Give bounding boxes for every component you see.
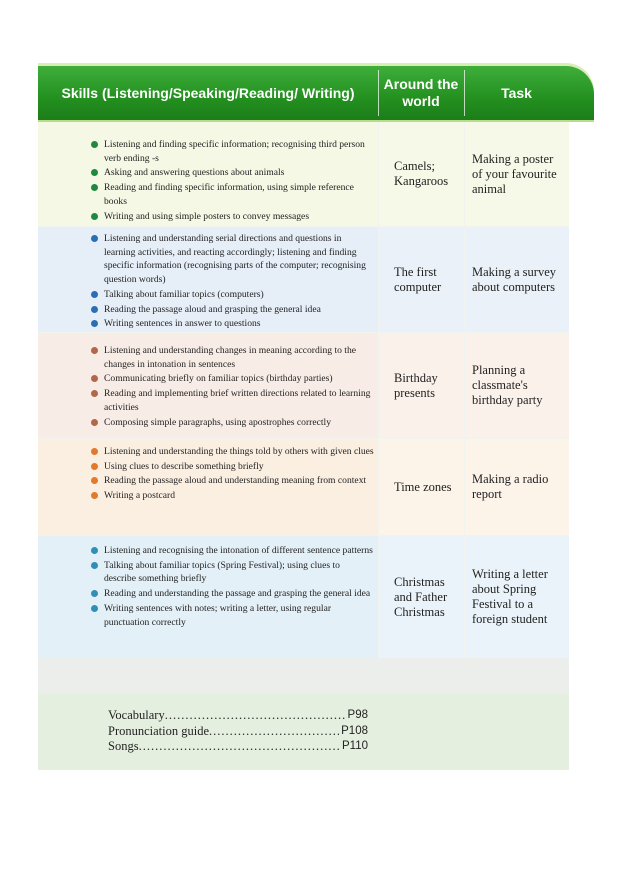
skill-item: Reading and understanding the passage and grasping the general idea xyxy=(104,587,374,601)
table-row xyxy=(38,122,569,226)
skill-item: Reading the passage aloud and grasping the general idea xyxy=(104,303,374,317)
skill-item: Listening and understanding serial directions and questions in learning activities, and reacting accordingly; listening and finding specific information (recognising parts of the computer; recognising question words) xyxy=(104,232,374,287)
table-row xyxy=(38,439,569,535)
appendix-index xyxy=(38,694,569,770)
skills-cell xyxy=(38,333,378,438)
skill-item: Reading the passage aloud and understanding meaning from context xyxy=(104,474,374,488)
skill-item: Writing sentences in answer to questions xyxy=(104,317,374,331)
task-column-header: Task xyxy=(501,84,532,101)
spacer-band xyxy=(38,658,569,694)
toc-entry[interactable]: Songs ..... P110 xyxy=(108,739,368,755)
task-cell: Planning a classmate's birthday party xyxy=(465,333,569,438)
skill-item: Writing a postcard xyxy=(104,489,374,503)
skills-cell xyxy=(38,122,378,226)
table-row xyxy=(38,536,569,658)
skill-item: Writing and using simple posters to convey messages xyxy=(104,210,374,224)
toc-entry[interactable]: Pronunciation guide ..... P108 xyxy=(108,724,368,740)
skill-item: Talking about familiar topics (Spring Festival); using clues to describe something briefly xyxy=(104,559,374,586)
table-header xyxy=(38,66,594,120)
world-cell: Camels; Kangaroos xyxy=(379,122,464,226)
skill-item: Composing simple paragraphs, using apostrophes correctly xyxy=(104,416,374,430)
world-cell: Time zones xyxy=(379,439,464,535)
world-cell: Christmas and Father Christmas xyxy=(379,536,464,658)
skill-item: Talking about familiar topics (computers) xyxy=(104,288,374,302)
task-cell: Making a poster of your favourite animal xyxy=(465,122,569,226)
task-cell: Making a radio report xyxy=(465,439,569,535)
task-cell: Making a survey about computers xyxy=(465,227,569,332)
skill-item: Asking and answering questions about animals xyxy=(104,166,374,180)
table-row xyxy=(38,333,569,438)
syllabus-table xyxy=(38,66,569,770)
skills-cell xyxy=(38,227,378,332)
skill-item: Listening and recognising the intonation of different sentence patterns xyxy=(104,545,373,556)
skill-item: Listening and understanding the things told by others with given clues xyxy=(104,446,374,457)
skill-item: Writing sentences with notes; writing a letter, using regular punctuation correctly xyxy=(104,602,374,629)
world-cell: The first computer xyxy=(379,227,464,332)
skill-item: Communicating briefly on familiar topics (birthday parties) xyxy=(104,372,374,386)
toc-list xyxy=(108,708,368,755)
toc-entry[interactable]: Vocabulary ..... P98 xyxy=(108,708,368,724)
skill-item: Listening and finding specific information; recognising third person verb ending -s xyxy=(104,138,374,165)
world-column-header: Around the world xyxy=(383,76,459,109)
skill-item: Reading and finding specific information, using simple reference books xyxy=(104,181,374,208)
skills-cell xyxy=(38,536,378,658)
skills-cell xyxy=(38,439,378,535)
world-cell: Birthday presents xyxy=(379,333,464,438)
table-row xyxy=(38,227,569,332)
toc-leader xyxy=(165,708,346,724)
skill-item: Using clues to describe something briefly xyxy=(104,460,374,474)
skill-item: Listening and understanding changes in meaning according to the changes in intonation in sentences xyxy=(104,344,374,371)
toc-leader xyxy=(209,724,339,740)
toc-leader xyxy=(139,739,340,755)
task-cell: Writing a letter about Spring Festival to a foreign student xyxy=(465,536,569,658)
skill-item: Reading and implementing brief written directions related to learning activities xyxy=(104,387,374,414)
skills-column-header: Skills (Listening/Speaking/Reading/ Writing) xyxy=(61,84,355,101)
